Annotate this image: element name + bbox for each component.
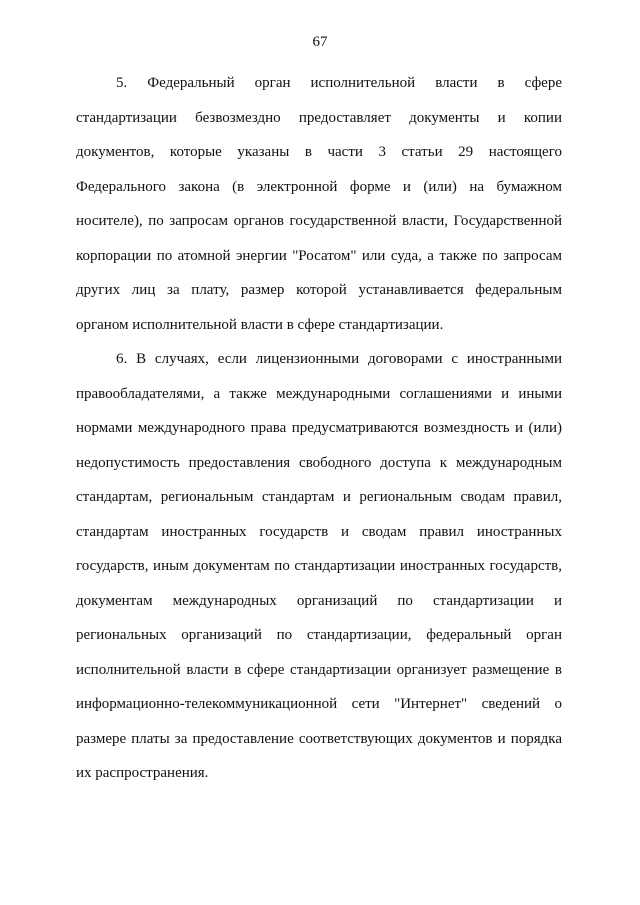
- text-line: размере платы за предоставление соответствующих документов и порядка: [76, 730, 562, 747]
- page-number: 67: [312, 34, 328, 50]
- text-line: стандартам, региональным стандартам и региональным сводам правил,: [76, 489, 562, 505]
- text-line: нормами международного права предусматриваются возмездность и (или): [76, 420, 562, 436]
- text-line: стандартизации безвозмездно предоставляет документы и копии: [76, 109, 562, 126]
- text-line: документов, которые указаны в части 3 статьи 29 настоящего: [76, 144, 562, 160]
- text-line: органом исполнительной власти в сфере стандартизации.: [76, 316, 444, 333]
- text-line: других лиц за плату, размер которой устанавливается федеральным: [76, 282, 562, 298]
- text-line: правообладателями, а также международными соглашениями и иными: [76, 385, 562, 402]
- text-line: 6. В случаях, если лицензионными договорами с иностранными: [116, 351, 562, 367]
- text-line: их распространения.: [76, 765, 209, 781]
- text-line: корпорации по атомной энергии "Росатом" или суда, а также по запросам: [76, 247, 562, 264]
- text-line: документам международных организаций по стандартизации и: [76, 592, 562, 609]
- text-line: Федерального закона (в электронной форме и (или) на бумажном: [76, 178, 562, 195]
- text-line: исполнительной власти в сфере стандартизации организует размещение в: [76, 661, 562, 678]
- text-line: информационно-телекоммуникационной сети "Интернет" сведений о: [76, 696, 562, 712]
- text-line: государств, иным документам по стандартизации иностранных государств,: [76, 558, 562, 574]
- paragraph-6: [76, 342, 562, 791]
- text-line: стандартам иностранных государств и сводам правил иностранных: [76, 523, 562, 540]
- text-line: региональных организаций по стандартизации, федеральный орган: [76, 627, 562, 643]
- document-body: [76, 66, 562, 791]
- text-line: 5. Федеральный орган исполнительной власти в сфере: [116, 75, 562, 91]
- text-line: недопустимость предоставления свободного доступа к международным: [76, 454, 562, 471]
- paragraph-5: [76, 66, 562, 342]
- text-line: носителе), по запросам органов государственной власти, Государственной: [76, 213, 562, 229]
